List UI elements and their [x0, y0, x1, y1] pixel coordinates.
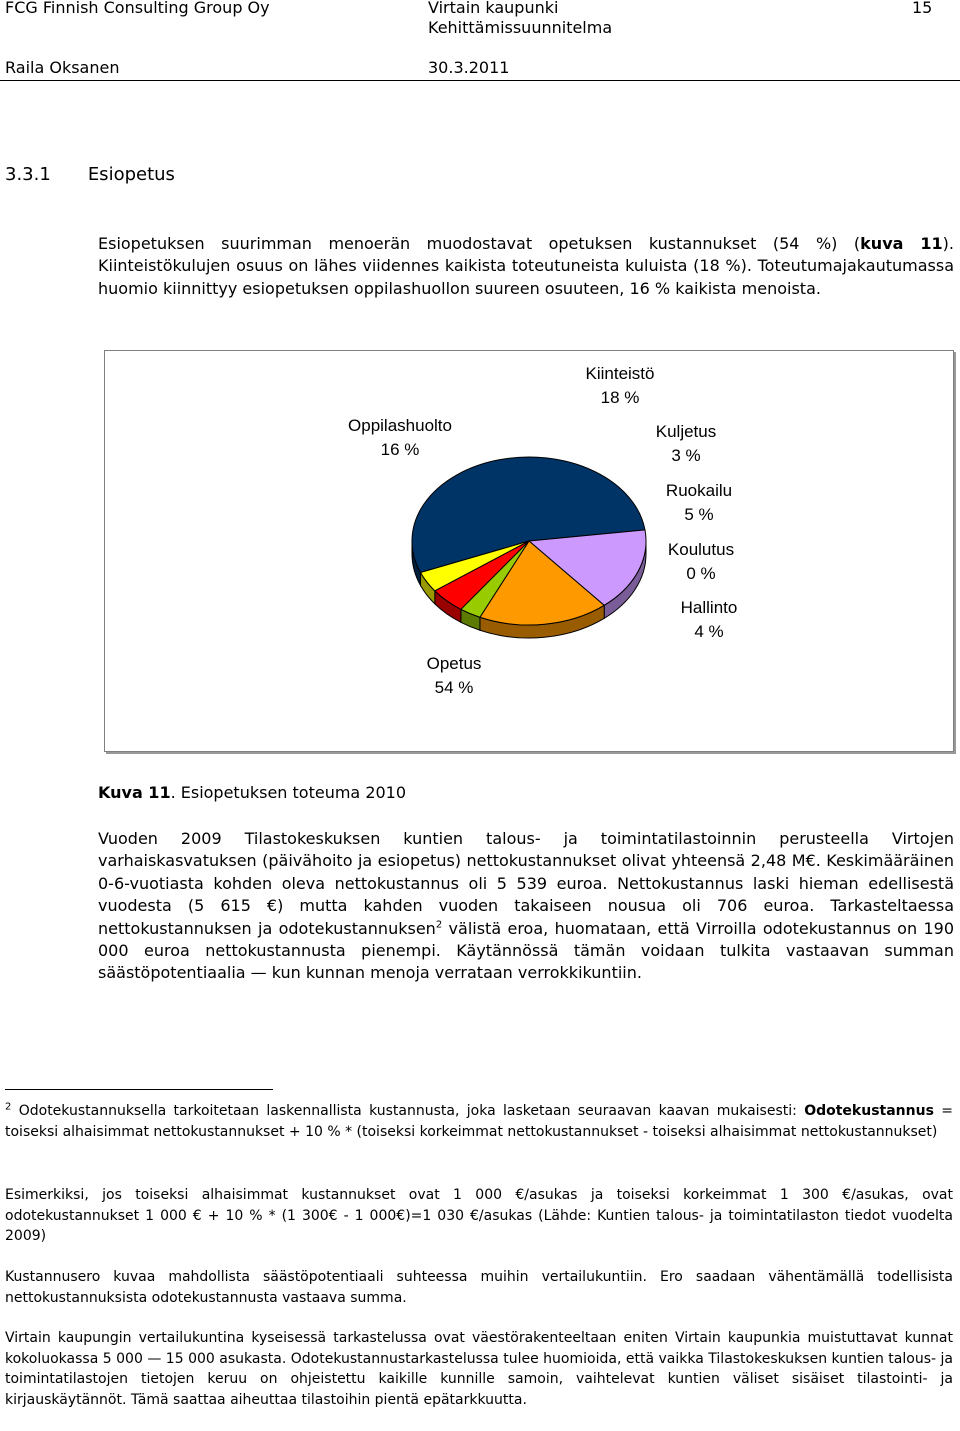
- pie-value-oppilashuolto: 16 %: [380, 440, 420, 459]
- pie-chart: [105, 351, 953, 751]
- pie-label-kiinteist-: Kiinteistö: [585, 364, 655, 383]
- footnote-text-2: = toiseksi alhaisimmat nettokustannukset + 10 % * (toiseksi korkeimmat nettokustannukset - toiseksi alhaisimmat nettokustannukset): [5, 1103, 953, 1140]
- pie-value-ruokailu: 5 %: [684, 505, 714, 524]
- pie-top-layer: [412, 457, 646, 625]
- intro-text-1: Esiopetuksen suurimman menoerän muodostavat opetuksen kustannukset (54 %) (: [98, 234, 861, 253]
- pie-label-hallinto: Hallinto: [680, 598, 738, 617]
- figure-caption-text: . Esiopetuksen toteuma 2010: [170, 783, 407, 802]
- footnote-comparison: Virtain kaupungin vertailukuntina kyseisessä tarkastelussa ovat väestörakenteeltaan eniten Virtain kaupunkia muistuttavat kunnat kokoluokassa 5 000 — 15 000 asukasta. Odotekustannustarkastelussa tulee huomioida, että vaikka Tilastokeskuksen kuntien talous- ja toimintatilastojen tietojen keruu on ohjeistettu kaikille kunnille samoin, vaihtelevat kuntien väliset sisäiset tilastointi- ja kirjauskäytännöt. Tämä saattaa aiheuttaa tilastoihin pientä epätarkkuutta.: [5, 1330, 953, 1408]
- footnote-separator: [5, 1089, 273, 1090]
- header-rule: [0, 80, 960, 81]
- pie-value-koulutus: 0 %: [686, 564, 716, 583]
- pie-value-kuljetus: 3 %: [671, 446, 701, 465]
- pie-value-opetus: 54 %: [434, 678, 474, 697]
- header-author: Raila Oksanen: [5, 58, 120, 77]
- section-title: Esiopetus: [87, 164, 175, 185]
- net-cost-text-2: välistä eroa, huomataan, että Virroilla odotekustannus on 190 000 euroa nettokustannusta pienempi. Käytännössä tämän voidaan tulkita vastaavan summan säästöpotentiaalia — kun kunnan menoja verrataan verrokkikuntiin.: [98, 918, 955, 983]
- intro-text-2: ). Kiinteistökulujen osuus on lähes viidennes kaikista toteutuneista kuluista (18 %). Toteutumajakautumassa huomio kiinnittyy esiopetuksen oppilashuollon suureen osuuteen, 16 % kaikista menoista.: [98, 234, 954, 298]
- header-page-number: 15: [912, 0, 933, 17]
- pie-label-kuljetus: Kuljetus: [655, 422, 717, 441]
- pie-value-kiinteist-: 18 %: [600, 388, 640, 407]
- section-heading: [5, 164, 175, 185]
- footnote-term: Odotekustannus: [804, 1103, 934, 1119]
- footnote-definition: [5, 1101, 953, 1142]
- section-number: 3.3.1: [5, 164, 51, 185]
- net-cost-text-1: Vuoden 2009 Tilastokeskuksen kuntien talous- ja toimintatilastoinnin perusteella Virtojen varhaiskasvatuksen (päivähoito ja esiopetus) nettokustannukset olivat yhteensä 2,48 M€. Keskimääräinen 0-6-vuotiasta kohden oleva nettokustannus oli 5 539 euroa. Nettokustannus laski hieman edellisestä vuodesta (5 615 €) mutta kahden vuoden takaiseen nousua oli 706 euroa. Tarkasteltaessa nettokustannuksen ja odotekustannuksen: [98, 829, 954, 938]
- header-doc-title: Kehittämissuunnitelma: [428, 18, 613, 37]
- footnote-example: Esimerkiksi, jos toiseksi alhaisimmat kustannukset ovat 1 000 €/asukas ja toiseksi korkeimmat 1 300 €/asukas, ovat odotekustannukset 1 000 € + 10 % * (1 300€ - 1 000€)=1 030 €/asukas (Lähde: Kuntien talous- ja toimintatilaston tiedot vuodelta 2009): [5, 1187, 953, 1244]
- header-date: 30.3.2011: [428, 58, 510, 77]
- net-cost-paragraph: [98, 828, 954, 985]
- footnote-text-1: Odotekustannuksella tarkoitetaan laskennallista kustannusta, joka lasketaan seuraavan kaavan mukaisesti:: [11, 1103, 805, 1119]
- figure-caption: [98, 783, 406, 802]
- pie-label-oppilashuolto: Oppilashuolto: [348, 416, 452, 435]
- footnote-marker: 2: [5, 1101, 12, 1113]
- header-company: FCG Finnish Consulting Group Oy: [5, 0, 270, 17]
- pie-value-hallinto: 4 %: [694, 622, 724, 641]
- pie-chart-frame: [104, 350, 954, 752]
- pie-label-ruokailu: Ruokailu: [665, 481, 733, 500]
- intro-paragraph: [98, 233, 954, 300]
- figure-caption-label: Kuva 11: [98, 783, 171, 802]
- footnote-cost-difference: Kustannusero kuvaa mahdollista säästöpotentiaali suhteessa muihin vertailukuntiin. Ero saadaan vähentämällä todellisista nettokustannuksista odotekustannusta vastaava summa.: [5, 1269, 953, 1306]
- figure-reference: kuva 11: [860, 234, 943, 253]
- footnote-ref: 2: [435, 919, 443, 931]
- header-client: Virtain kaupunki: [428, 0, 559, 17]
- pie-label-opetus: Opetus: [426, 654, 482, 673]
- pie-label-koulutus: Koulutus: [667, 540, 735, 559]
